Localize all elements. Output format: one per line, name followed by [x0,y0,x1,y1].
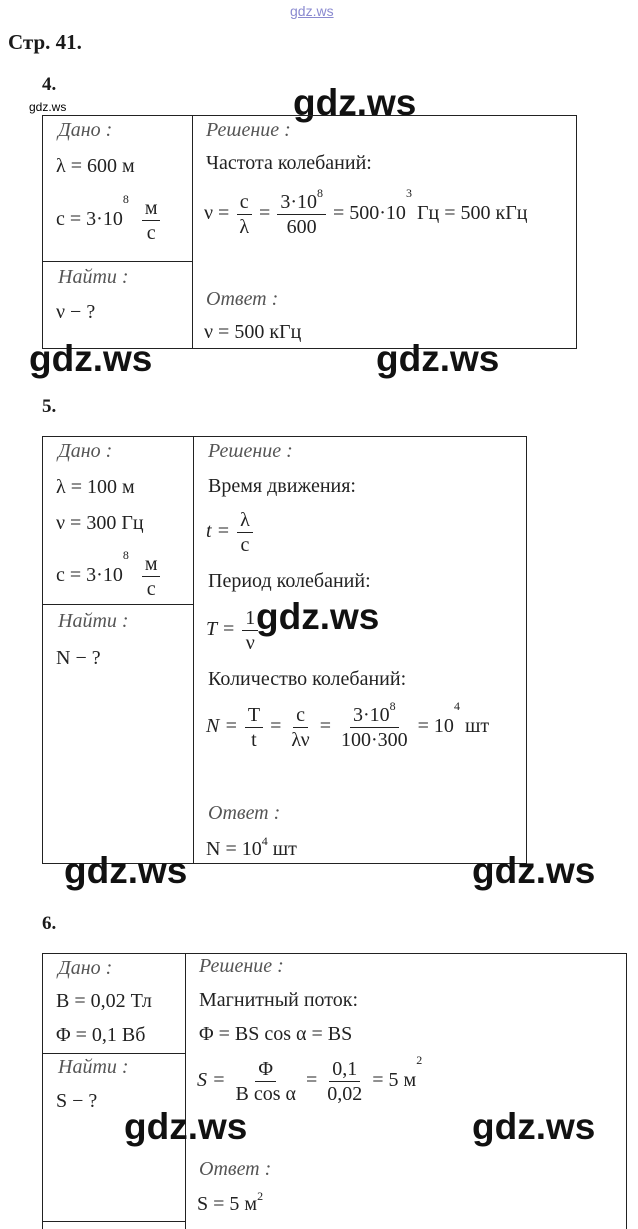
solution-formula-area: S = $\frac{\Phi}{\text{B cos α}}$ = $\frac{0,1}{0,02}$ = 5 $м^2$ [197,1053,423,1105]
solution-heading: Решение : [206,119,291,141]
solution-formula-period: T = $\frac{1}{\nu}$ [206,606,260,655]
problem-5-table [42,436,527,864]
given-speed: $c = 3\cdot 10^8$ $\frac{м}{с}$ [56,552,162,601]
solution-line: Время движения: [208,475,356,497]
given-heading: Дано : [58,440,113,462]
watermark: gdz.ws [256,596,380,637]
solution-heading: Решение : [208,440,293,462]
answer-value: S = 5 $м^2$ [197,1189,264,1215]
find-value: ν − ? [56,301,96,323]
table-divider [192,115,193,349]
find-value: S − ? [56,1090,98,1112]
find-heading: Найти : [58,266,129,288]
given-heading: Дано : [58,957,113,979]
given-frequency: ν = 300 Гц [56,512,144,534]
given-heading: Дано : [58,119,113,141]
find-value: N − ? [56,647,101,669]
given-induction: B = 0,02 Тл [56,990,152,1012]
given-speed: $c = 3\cdot 10^8$ $\frac{м}{с}$ [56,196,162,245]
solution-formula-flux: Φ = BS cos α = BS [199,1023,353,1045]
given-flux: Φ = 0,1 Вб [56,1024,146,1046]
watermark-small: gdz.ws [29,100,67,114]
watermark: gdz.ws [124,1106,248,1147]
problem-number: 6. [42,913,57,934]
table-divider [42,1053,186,1054]
solution-line: Период колебаний: [208,570,371,592]
page-label: Стр. 41. [8,30,82,54]
answer-value: ν = 500 кГц [204,321,302,343]
watermark: gdz.ws [293,82,417,123]
solution-line: Частота колебаний: [206,152,372,174]
watermark-top-link[interactable]: gdz.ws [290,3,334,19]
answer-heading: Ответ : [208,802,281,824]
problem-number: 4. [42,74,57,95]
table-divider [42,604,194,605]
problem-number: 5. [42,396,57,417]
table-divider [185,953,186,1229]
solution-formula-count: N = $\frac{T}{t}$ = $\frac{c}{\lambda\nu}$ = $\frac{3\cdot 10^8}{100\cdot 300}$ = $10^4$ шт [206,699,490,751]
watermark: gdz.ws [472,850,596,891]
answer-value: $N = 10^4$ шт [206,834,297,860]
find-heading: Найти : [58,1056,129,1078]
watermark: gdz.ws [376,338,500,379]
solution-line: Количество колебаний: [208,668,407,690]
given-lambda: λ = 600 м [56,155,135,177]
answer-heading: Ответ : [199,1158,272,1180]
solution-formula-time: t = $\frac{\lambda}{c}$ [206,508,255,557]
table-divider [42,261,193,262]
watermark: gdz.ws [64,850,188,891]
given-lambda: λ = 100 м [56,476,135,498]
find-heading: Найти : [58,610,129,632]
solution-heading: Решение : [199,955,284,977]
answer-heading: Ответ : [206,288,279,310]
watermark: gdz.ws [29,338,153,379]
solution-formula: ν = $\frac{c}{\lambda}$ = $\frac{3\cdot 10^8}{600}$ = $500\cdot 10^3$ Гц = 500 кГц [204,186,528,238]
table-divider [42,1221,186,1222]
solution-line: Магнитный поток: [199,989,359,1011]
table-divider [193,436,194,864]
watermark: gdz.ws [472,1106,596,1147]
